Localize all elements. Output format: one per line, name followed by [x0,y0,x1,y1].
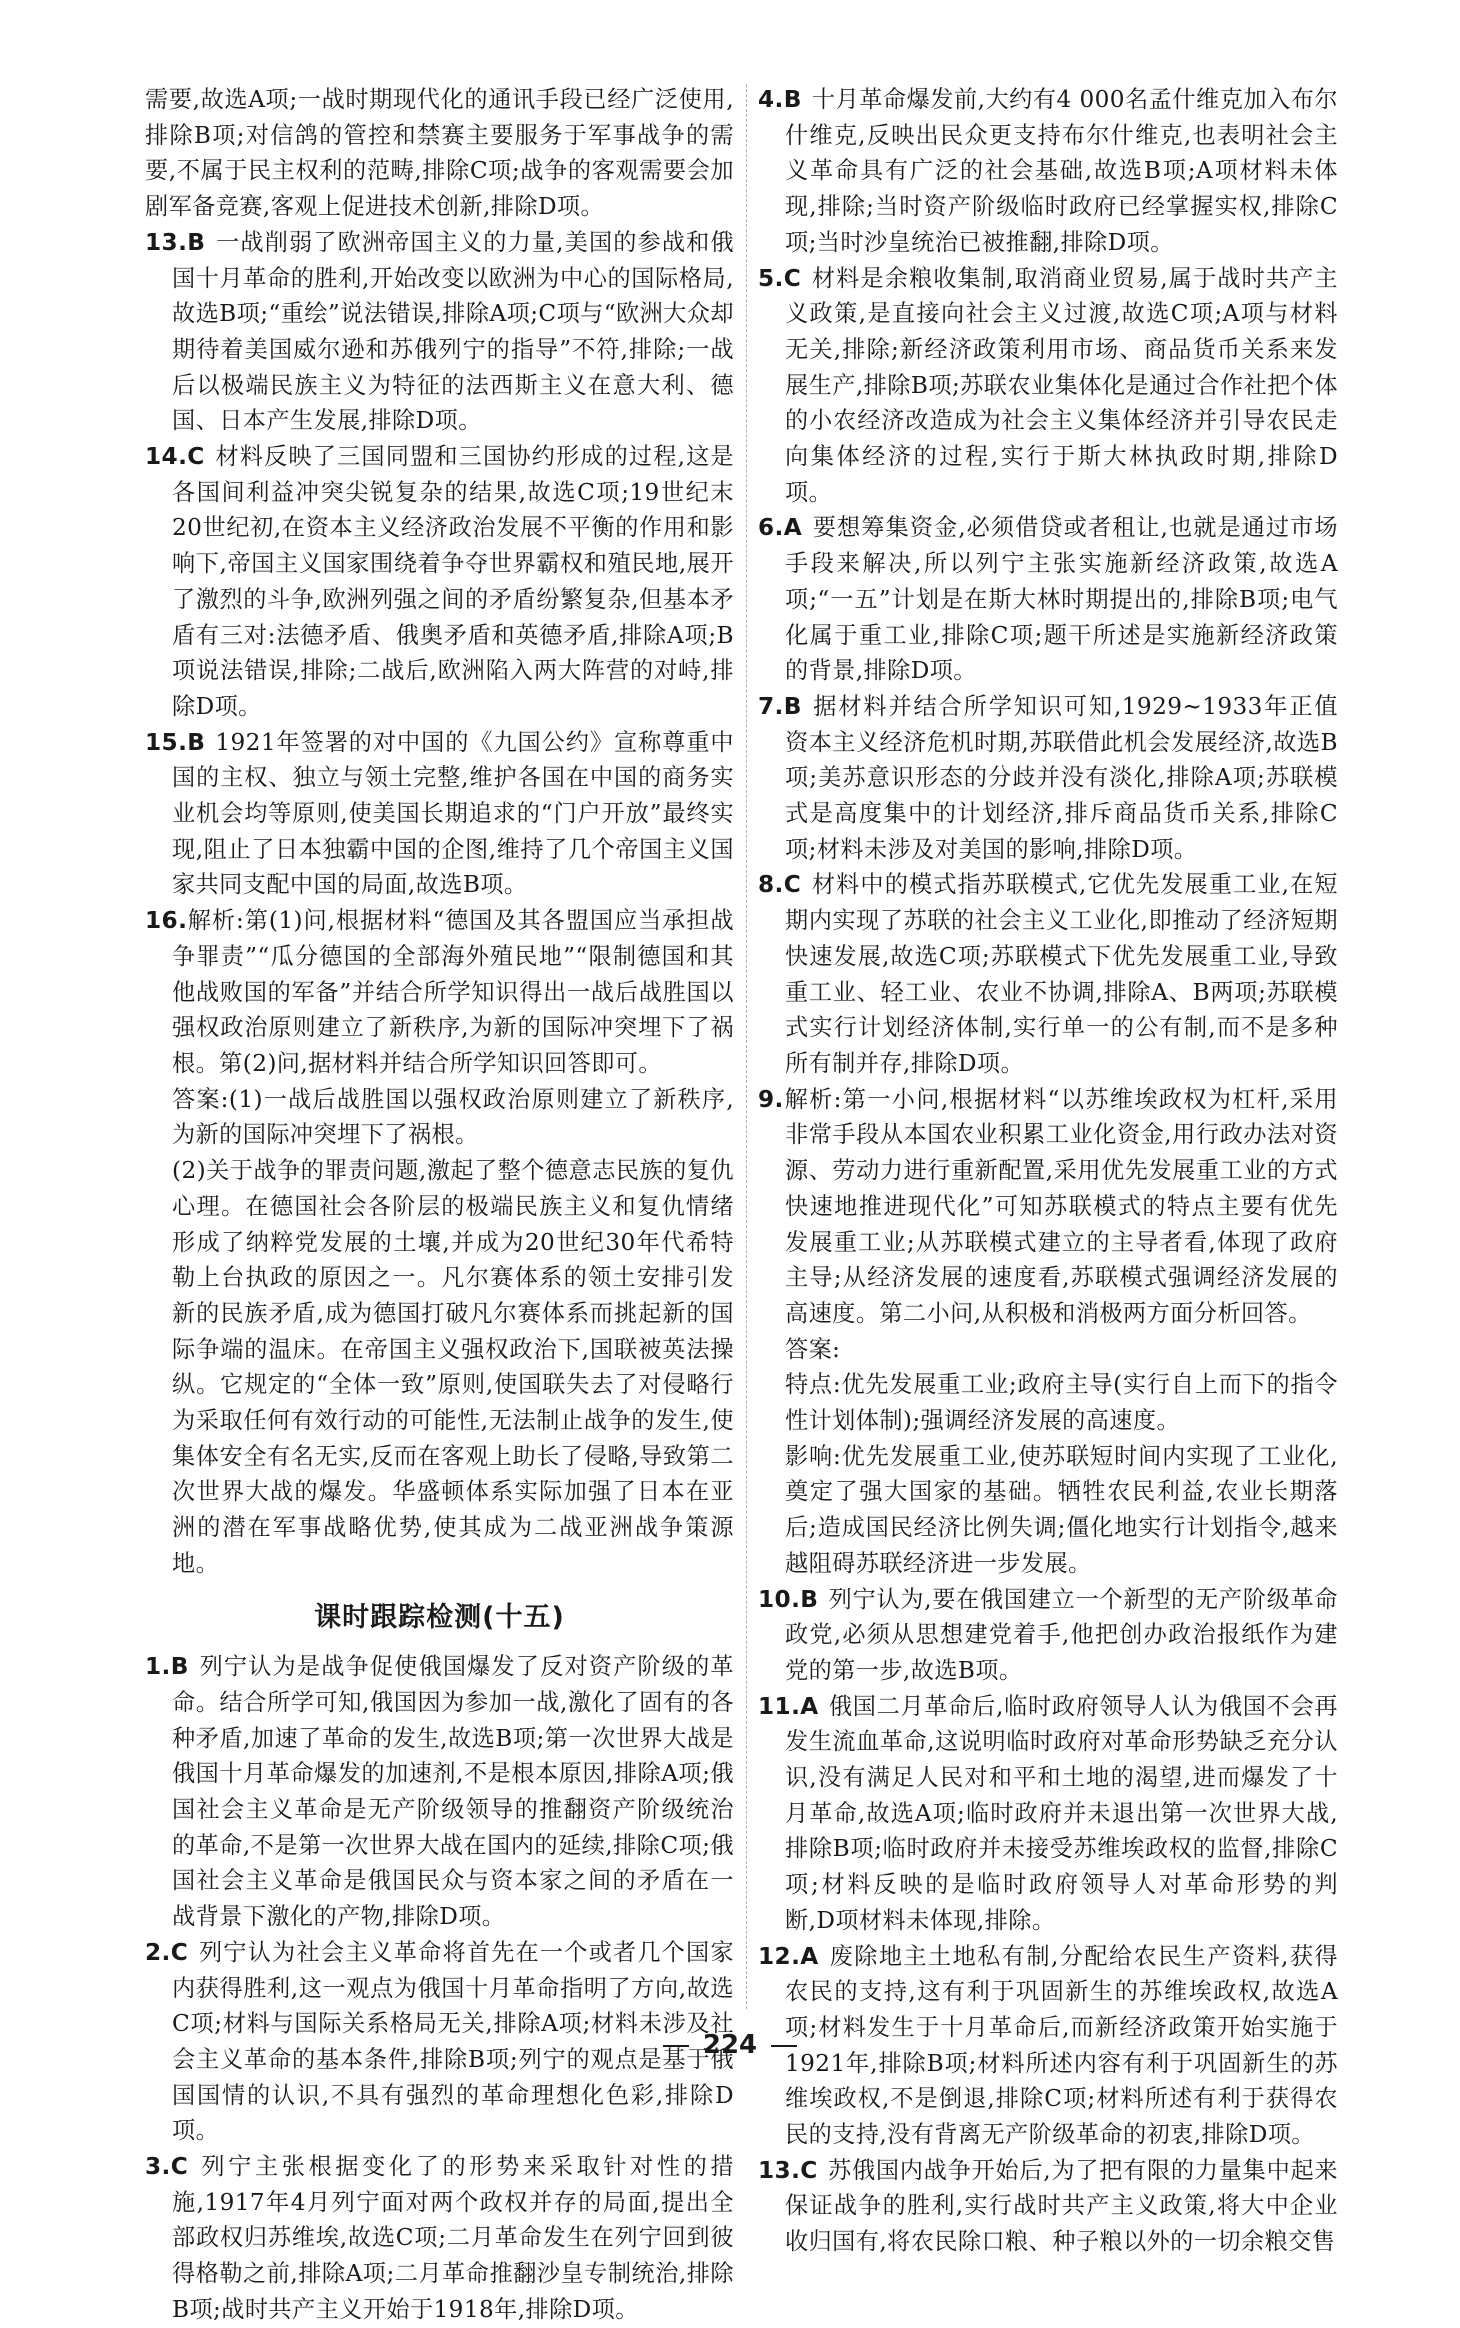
answer-item-6: 6.A 要想筹集资金,必须借贷或者租让,也就是通过市场手段来解决,所以列宁主张实施新经济政策,故选A项;“一五”计划是在斯大林时期提出的,排除B项;电气化属于重工业,排除C项;题干所述是实施新经济政策的背景,排除D项。 [758,514,1338,685]
answer-item-15: 15.B 1921年签署的对中国的《九国公约》宣称尊重中国的主权、独立与领土完整,维护各国在中国的商务实业机会均等原则,使美国长期追求的“门户开放”最终实现,阻止了日本独霸中国的企图,维持了几个帝国主义国家共同支配中国的局面,故选B项。 [145,728,734,899]
answer-item-12: 12.A 废除地主土地私有制,分配给农民生产资料,获得农民的支持,这有利于巩固新生的苏维埃政权,故选A项;材料发生于十月革命后,而新经济政策开始实施于1921年,排除B项;材料所述内容有利于巩固新生的苏维埃政权,不是倒退,排除C项;材料所述有利于获得农民的支持,没有背离无产阶级革命的初衷,排除D项。 [758,1942,1338,2149]
answer-item-4: 4.B 十月革命爆发前,大约有4 000名孟什维克加入布尔什维克,反映出民众更支持布尔什维克,也表明社会主义革命具有广泛的社会基础,故选B项;A项材料未体现,排除;当时资产阶级临时政府已经掌握实权,排除C项;当时沙皇统治已被推翻,排除D项。 [758,86,1338,256]
page-number: 224 [0,2030,1460,2060]
answer-16-part2: (2)关于战争的罪责问题,激起了整个德意志民族的复仇心理。在德国社会各阶层的极端民族主义和复仇情绪形成了纳粹党发展的土壤,并成为20世纪30年代希特勒上台执政的原因之一。凡尔赛体系的领土安排引发新的民族矛盾,成为德国打破凡尔赛体系而挑起新的国际争端的温床。在帝国主义强权政治下,国联被英法操纵。它规定的“全体一致”原则,使国联失去了对侵略行为采取任何有效行动的可能性,无法制止战争的发生,使集体安全有名无实,反而在客观上助长了侵略,导致第二次世界大战的爆发。华盛顿体系实际加强了日本在亚洲的潜在军事战略优势,使其成为二战亚洲战争策源地。 [172,1157,734,1577]
answer-item-11: 11.A 俄国二月革命后,临时政府领导人认为俄国不会再发生流血革命,这说明临时政府对革命形势缺乏充分认识,没有满足人民对和平和土地的渴望,进而爆发了十月革命,故选A项;临时政府并未退出第一次世界大战,排除B项;临时政府并未接受苏维埃政权的监督,排除C项;材料反映的是临时政府领导人对革命形势的判断,D项材料未体现,排除。 [758,1692,1338,1934]
answer-item-7: 7.B 据材料并结合所学知识可知,1929~1933年正值资本主义经济危机时期,苏联借此机会发展经济,故选B项;美苏意识形态的分歧并没有淡化,排除A项;苏联模式是高度集中的计划经济,排斥商品货币关系,排除C项;材料未涉及对美国的影响,排除D项。 [758,692,1338,863]
left-column [145,82,734,2328]
answer-item-8: 8.C 材料中的模式指苏联模式,它优先发展重工业,在短期内实现了苏联的社会主义工业化,即推动了经济短期快速发展,故选C项;苏联模式下优先发展重工业,导致重工业、轻工业、农业不协调,排除A、B两项;苏联模式实行计划经济体制,实行单一的公有制,而不是多种所有制并存,排除D项。 [758,871,1338,1077]
answer-9-label: 答案: [785,1335,841,1363]
answer-9-impact: 影响:优先发展重工业,使苏联短时间内实现了工业化,奠定了强大国家的基础。牺牲农民利益,农业长期落后;造成国民经济比例失调;僵化地实行计划指令,越来越阻碍苏联经济进一步发展。 [785,1442,1338,1577]
answer-item-2: 2.C 列宁认为社会主义革命将首先在一个或者几个国家内获得胜利,这一观点为俄国十月革命指明了方向,故选C项;材料与国际关系格局无关,排除A项;材料未涉及社会主义革命的基本条件,排除B项;列宁的观点是基于俄国国情的认识,不具有强烈的革命理想化色彩,排除D项。 [145,1938,734,2145]
right-column [758,82,1338,2260]
answer-item-5: 5.C 材料是余粮收集制,取消商业贸易,属于战时共产主义政策,是直接向社会主义过渡,故选C项;A项与材料无关,排除;新经济政策利用市场、商品货币关系来发展生产,排除B项;苏联农业集体化是通过合作社把个体的小农经济改造成为社会主义集体经济并引导农民走向集体经济的过程,实行于斯大林执政时期,排除D项。 [758,264,1338,506]
answer-item-14: 14.C 材料反映了三国同盟和三国协约形成的过程,这是各国间利益冲突尖锐复杂的结果,故选C项;19世纪末20世纪初,在资本主义经济政治发展不平衡的作用和影响下,帝国主义国家围绕着争夺世界霸权和殖民地,展开了激烈的斗争,欧洲列强之间的矛盾纷繁复杂,但基本矛盾有三对:法德矛盾、俄奥矛盾和英德矛盾,排除A项;B项说法错误,排除;二战后,欧洲陷入两大阵营的对峙,排除D项。 [145,443,734,720]
answer-item-13b: 13.C 苏俄国内战争开始后,为了把有限的力量集中起来保证战争的胜利,实行战时共产主义政策,将大中企业收归国有,将农民除口粮、种子粮以外的一切余粮交售 [758,2156,1338,2256]
answer-item-3: 3.C 列宁主张根据变化了的形势来采取针对性的措施,1917年4月列宁面对两个政权并存的局面,提出全部政权归苏维埃,故选C项;二月革命发生在列宁回到彼得格勒之前,排除A项;二月革命推翻沙皇专制统治,排除B项;战时共产主义开始于1918年,排除D项。 [145,2153,734,2323]
continuation-text: 需要,故选A项;一战时期现代化的通讯手段已经广泛使用,排除B项;对信鸽的管控和禁赛主要服务于军事战争的需要,不属于民主权利的范畴,排除C项;战争的客观需要会加剧军备竞赛,客观上促进技术创新,排除D项。 [145,86,734,221]
answer-item-13: 13.B 一战削弱了欧洲帝国主义的力量,美国的参战和俄国十月革命的胜利,开始改变以欧洲为中心的国际格局,故选B项;“重绘”说法错误,排除A项;C项与“欧洲大众却期待着美国威尔逊和苏俄列宁的指导”不符,排除;一战后以极端民族主义为特征的法西斯主义在意大利、德国、日本产生发展,排除D项。 [145,228,734,435]
answer-item-16: 16.解析:第(1)问,根据材料“德国及其各盟国应当承担战争罪责”“瓜分德国的全部海外殖民地”“限制德国和其他战败国的军备”并结合所学知识得出一战后战胜国以强权政治原则建立了新秩序,为新的国际冲突埋下了祸根。第(2)问,据材料并结合所学知识回答即可。 [145,907,734,1077]
answer-9-features: 特点:优先发展重工业;政府主导(实行自上而下的指令性计划体制);强调经济发展的高速度。 [785,1371,1338,1435]
section-title: 课时跟踪检测(十五) [314,1601,565,1633]
answer-item-1: 1.B 列宁认为是战争促使俄国爆发了反对资产阶级的革命。结合所学可知,俄国因为参加一战,激化了固有的各种矛盾,加速了革命的发生,故选B项;第一次世界大战是俄国十月革命爆发的加速剂,不是根本原因,排除A项;俄国社会主义革命是无产阶级领导的推翻资产阶级统治的革命,不是第一次世界大战在国内的延续,排除C项;俄国社会主义革命是俄国民众与资本家之间的矛盾在一战背景下激化的产物,排除D项。 [145,1653,734,1931]
answer-item-9: 9.解析:第一小问,根据材料“以苏维埃政权为杠杆,采用非常手段从本国农业积累工业化资金,用行政办法对资源、劳动力进行重新配置,采用优先发展重工业的方式快速地推进现代化”可知苏联模式的特点主要有优先发展重工业;从苏联模式建立的主导者看,体现了政府主导;从经济发展的速度看,苏联模式强调经济发展的高速度。第二小问,从积极和消极两方面分析回答。 [758,1085,1338,1327]
answer-item-10: 10.B 列宁认为,要在俄国建立一个新型的无产阶级革命政党,必须从思想建党着手,他把创办政治报纸作为建党的第一步,故选B项。 [758,1585,1338,1684]
answer-16-part1: 答案:(1)一战后战胜国以强权政治原则建立了新秩序,为新的国际冲突埋下了祸根。 [172,1085,734,1149]
column-divider [746,84,747,2009]
